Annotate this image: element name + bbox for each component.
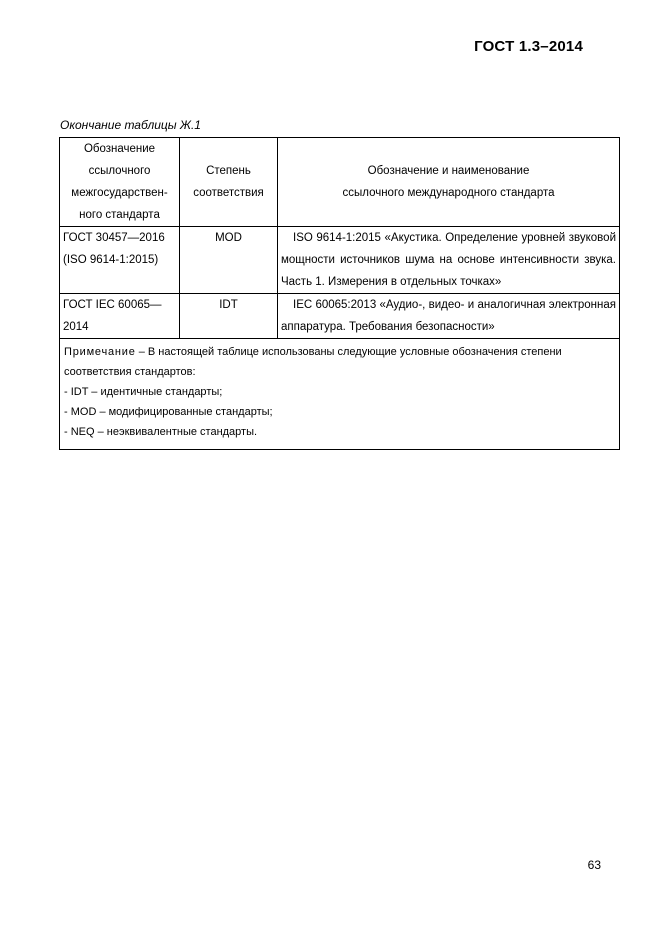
note-label: Примечание	[64, 346, 136, 358]
header-intl-line: ссылочного международного стандарта	[342, 187, 555, 199]
note-paragraph	[64, 342, 615, 382]
note-item: - NEQ – неэквивалентные стандарты.	[64, 426, 258, 438]
header-degree	[180, 138, 278, 227]
header-degree-line: соответствия	[193, 187, 264, 199]
table-note	[60, 339, 620, 450]
ref-standard-line: (ISO 9614-1:2015)	[63, 254, 159, 266]
header-degree-line: Степень	[206, 165, 251, 177]
ref-standard-cell	[60, 227, 180, 294]
header-ref-standard	[60, 138, 180, 227]
ref-standard-line: ГОСТ 30457—2016	[63, 232, 165, 244]
intl-standard-cell: IEC 60065:2013 «Аудио-, видео- и аналогичная электронная аппаратура. Требования безопасности»	[278, 294, 620, 339]
header-intl-line: Обозначение и наименование	[367, 165, 530, 177]
table-caption: Окончание таблицы Ж.1	[60, 118, 201, 132]
header-ref-line: ного стандарта	[79, 209, 160, 221]
page-number: 63	[587, 858, 601, 872]
header-ref-line: межгосударствен-	[71, 187, 168, 199]
header-ref-line: ссылочного	[88, 165, 151, 177]
note-item: - IDT – идентичные стандарты;	[64, 386, 223, 398]
standards-table	[59, 137, 620, 450]
ref-standard-cell	[60, 294, 180, 339]
degree-cell: MOD	[180, 227, 278, 294]
ref-standard-line: 2014	[63, 321, 89, 333]
header-ref-line: Обозначение	[83, 143, 156, 155]
ref-standard-line: ГОСТ IEC 60065—	[63, 299, 162, 311]
note-text: – В настоящей таблице использованы следующие условные обозначения степени соответствия стандартов:	[64, 346, 562, 378]
header-intl-standard	[278, 138, 620, 227]
table-header-row	[60, 138, 620, 227]
note-item: - MOD – модифицированные стандарты;	[64, 406, 273, 418]
intl-standard-cell: ISO 9614-1:2015 «Акустика. Определение уровней звуковой мощности источников шума на основе интенсивности звука. Часть 1. Измерения в отдельных точках»	[278, 227, 620, 294]
document-code-header: ГОСТ 1.3–2014	[474, 38, 583, 55]
table-note-row	[60, 339, 620, 450]
degree-cell: IDT	[180, 294, 278, 339]
table-row	[60, 227, 620, 294]
table-row	[60, 294, 620, 339]
